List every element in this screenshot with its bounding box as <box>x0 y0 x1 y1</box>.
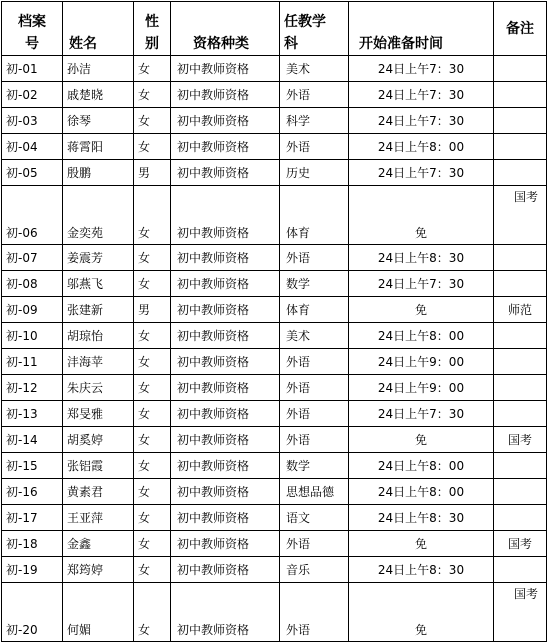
cell-code: 初-07 <box>2 245 63 271</box>
cell-type: 初中教师资格 <box>171 160 280 186</box>
table-row <box>2 531 547 557</box>
cell-name: 孙洁 <box>63 56 134 82</box>
cell-name: 郑旻雅 <box>63 401 134 427</box>
table-row <box>2 557 547 583</box>
cell-code: 初-18 <box>2 531 63 557</box>
header-code <box>2 2 63 56</box>
cell-code: 初-09 <box>2 297 63 323</box>
cell-time: 24日上午7：30 <box>349 108 494 134</box>
header-code-line1: 档案 <box>18 14 46 30</box>
header-type: 资格种类 <box>171 2 280 56</box>
header-code-line2: 号 <box>25 36 39 52</box>
cell-name: 蒋霄阳 <box>63 134 134 160</box>
cell-name: 朱庆云 <box>63 375 134 401</box>
cell-time: 24日上午7：30 <box>349 401 494 427</box>
header-sex-line2: 别 <box>145 36 159 52</box>
cell-sex: 女 <box>134 271 171 297</box>
cell-note: 国考 <box>494 427 547 453</box>
cell-note: 国考 <box>494 186 547 245</box>
cell-name: 姜震芳 <box>63 245 134 271</box>
cell-sex: 女 <box>134 427 171 453</box>
cell-subject: 外语 <box>280 134 349 160</box>
cell-time: 24日上午7：30 <box>349 82 494 108</box>
table-row <box>2 583 547 642</box>
cell-type: 初中教师资格 <box>171 271 280 297</box>
cell-note: 国考 <box>494 583 547 642</box>
cell-note <box>494 160 547 186</box>
cell-subject: 外语 <box>280 349 349 375</box>
cell-name: 胡奚婷 <box>63 427 134 453</box>
cell-name: 何媚 <box>63 583 134 642</box>
cell-time: 免 <box>349 297 494 323</box>
cell-sex: 女 <box>134 583 171 642</box>
table-row <box>2 427 547 453</box>
cell-time: 免 <box>349 186 494 245</box>
header-time: 开始准备时间 <box>349 2 494 56</box>
cell-subject: 科学 <box>280 108 349 134</box>
header-subject-line2: 科 <box>284 36 298 52</box>
cell-sex: 女 <box>134 245 171 271</box>
cell-type: 初中教师资格 <box>171 479 280 505</box>
cell-note: 师范 <box>494 297 547 323</box>
cell-subject: 数学 <box>280 453 349 479</box>
cell-name: 殷鹏 <box>63 160 134 186</box>
cell-note <box>494 271 547 297</box>
cell-subject: 历史 <box>280 160 349 186</box>
cell-code: 初-20 <box>2 583 63 642</box>
cell-type: 初中教师资格 <box>171 375 280 401</box>
header-sex <box>134 2 171 56</box>
cell-code: 初-12 <box>2 375 63 401</box>
cell-subject: 外语 <box>280 583 349 642</box>
cell-sex: 女 <box>134 531 171 557</box>
cell-type: 初中教师资格 <box>171 245 280 271</box>
cell-note <box>494 479 547 505</box>
cell-time: 免 <box>349 583 494 642</box>
table-row <box>2 505 547 531</box>
cell-time: 免 <box>349 531 494 557</box>
cell-sex: 女 <box>134 134 171 160</box>
cell-subject: 语文 <box>280 505 349 531</box>
cell-type: 初中教师资格 <box>171 323 280 349</box>
cell-name: 胡琼怡 <box>63 323 134 349</box>
cell-type: 初中教师资格 <box>171 134 280 160</box>
cell-sex: 女 <box>134 323 171 349</box>
cell-sex: 男 <box>134 160 171 186</box>
cell-code: 初-14 <box>2 427 63 453</box>
cell-time: 24日上午7：30 <box>349 271 494 297</box>
cell-code: 初-08 <box>2 271 63 297</box>
cell-code: 初-11 <box>2 349 63 375</box>
cell-subject: 思想品德 <box>280 479 349 505</box>
cell-name: 张铝霞 <box>63 453 134 479</box>
cell-time: 24日上午8：00 <box>349 134 494 160</box>
cell-name: 郑筠婷 <box>63 557 134 583</box>
cell-note: 国考 <box>494 531 547 557</box>
cell-sex: 女 <box>134 186 171 245</box>
cell-name: 徐琴 <box>63 108 134 134</box>
cell-note <box>494 375 547 401</box>
cell-code: 初-15 <box>2 453 63 479</box>
cell-subject: 外语 <box>280 375 349 401</box>
cell-note <box>494 108 547 134</box>
cell-type: 初中教师资格 <box>171 297 280 323</box>
cell-code: 初-04 <box>2 134 63 160</box>
cell-time: 24日上午8：30 <box>349 505 494 531</box>
cell-type: 初中教师资格 <box>171 583 280 642</box>
cell-name: 金奕苑 <box>63 186 134 245</box>
table-row <box>2 349 547 375</box>
cell-code: 初-05 <box>2 160 63 186</box>
cell-note <box>494 323 547 349</box>
table-row <box>2 134 547 160</box>
header-note: 备注 <box>494 2 547 56</box>
cell-note <box>494 401 547 427</box>
cell-note <box>494 557 547 583</box>
cell-subject: 体育 <box>280 297 349 323</box>
header-subject-line1: 任教学 <box>284 14 326 30</box>
cell-note <box>494 245 547 271</box>
cell-sex: 女 <box>134 453 171 479</box>
cell-note <box>494 134 547 160</box>
table-row <box>2 323 547 349</box>
cell-name: 王亚萍 <box>63 505 134 531</box>
cell-subject: 外语 <box>280 245 349 271</box>
table-row <box>2 56 547 82</box>
table-row <box>2 160 547 186</box>
cell-code: 初-02 <box>2 82 63 108</box>
cell-sex: 女 <box>134 375 171 401</box>
candidate-schedule-table <box>1 1 547 642</box>
cell-code: 初-03 <box>2 108 63 134</box>
cell-name: 金鑫 <box>63 531 134 557</box>
cell-subject: 数学 <box>280 271 349 297</box>
cell-subject: 美术 <box>280 323 349 349</box>
cell-time: 24日上午9：00 <box>349 349 494 375</box>
cell-time: 24日上午8：30 <box>349 245 494 271</box>
cell-sex: 女 <box>134 557 171 583</box>
cell-type: 初中教师资格 <box>171 505 280 531</box>
cell-sex: 女 <box>134 108 171 134</box>
cell-code: 初-01 <box>2 56 63 82</box>
cell-subject: 外语 <box>280 427 349 453</box>
cell-name: 张建新 <box>63 297 134 323</box>
cell-time: 24日上午8：00 <box>349 479 494 505</box>
cell-subject: 外语 <box>280 82 349 108</box>
cell-time: 免 <box>349 427 494 453</box>
table-row <box>2 245 547 271</box>
cell-sex: 男 <box>134 297 171 323</box>
cell-type: 初中教师资格 <box>171 401 280 427</box>
cell-code: 初-13 <box>2 401 63 427</box>
table-row <box>2 108 547 134</box>
cell-type: 初中教师资格 <box>171 349 280 375</box>
cell-name: 戚楚晓 <box>63 82 134 108</box>
cell-subject: 外语 <box>280 531 349 557</box>
cell-note <box>494 56 547 82</box>
table-row <box>2 401 547 427</box>
cell-subject: 体育 <box>280 186 349 245</box>
cell-name: 沣海苹 <box>63 349 134 375</box>
cell-sex: 女 <box>134 349 171 375</box>
cell-type: 初中教师资格 <box>171 108 280 134</box>
cell-name: 黄素君 <box>63 479 134 505</box>
cell-type: 初中教师资格 <box>171 186 280 245</box>
cell-type: 初中教师资格 <box>171 557 280 583</box>
cell-code: 初-10 <box>2 323 63 349</box>
cell-time: 24日上午7：30 <box>349 56 494 82</box>
table-row <box>2 271 547 297</box>
cell-subject: 外语 <box>280 401 349 427</box>
cell-sex: 女 <box>134 479 171 505</box>
cell-time: 24日上午7：30 <box>349 160 494 186</box>
cell-code: 初-16 <box>2 479 63 505</box>
header-row <box>2 2 547 56</box>
header-sex-line1: 性 <box>145 14 159 30</box>
cell-subject: 音乐 <box>280 557 349 583</box>
table-row <box>2 375 547 401</box>
cell-code: 初-17 <box>2 505 63 531</box>
cell-name: 邬燕飞 <box>63 271 134 297</box>
table-row <box>2 297 547 323</box>
cell-subject: 美术 <box>280 56 349 82</box>
cell-type: 初中教师资格 <box>171 531 280 557</box>
cell-sex: 女 <box>134 56 171 82</box>
cell-sex: 女 <box>134 505 171 531</box>
table-row <box>2 82 547 108</box>
cell-type: 初中教师资格 <box>171 453 280 479</box>
cell-note <box>494 82 547 108</box>
table-body <box>2 56 547 642</box>
cell-sex: 女 <box>134 401 171 427</box>
header-name: 姓名 <box>63 2 134 56</box>
cell-sex: 女 <box>134 82 171 108</box>
cell-type: 初中教师资格 <box>171 56 280 82</box>
cell-note <box>494 505 547 531</box>
table-row <box>2 453 547 479</box>
cell-time: 24日上午9：00 <box>349 375 494 401</box>
cell-code: 初-06 <box>2 186 63 245</box>
cell-time: 24日上午8：30 <box>349 557 494 583</box>
cell-note <box>494 453 547 479</box>
cell-code: 初-19 <box>2 557 63 583</box>
cell-type: 初中教师资格 <box>171 427 280 453</box>
table-row <box>2 479 547 505</box>
cell-type: 初中教师资格 <box>171 82 280 108</box>
cell-time: 24日上午8：00 <box>349 323 494 349</box>
header-subject <box>280 2 349 56</box>
cell-time: 24日上午8：00 <box>349 453 494 479</box>
cell-note <box>494 349 547 375</box>
table-row <box>2 186 547 245</box>
